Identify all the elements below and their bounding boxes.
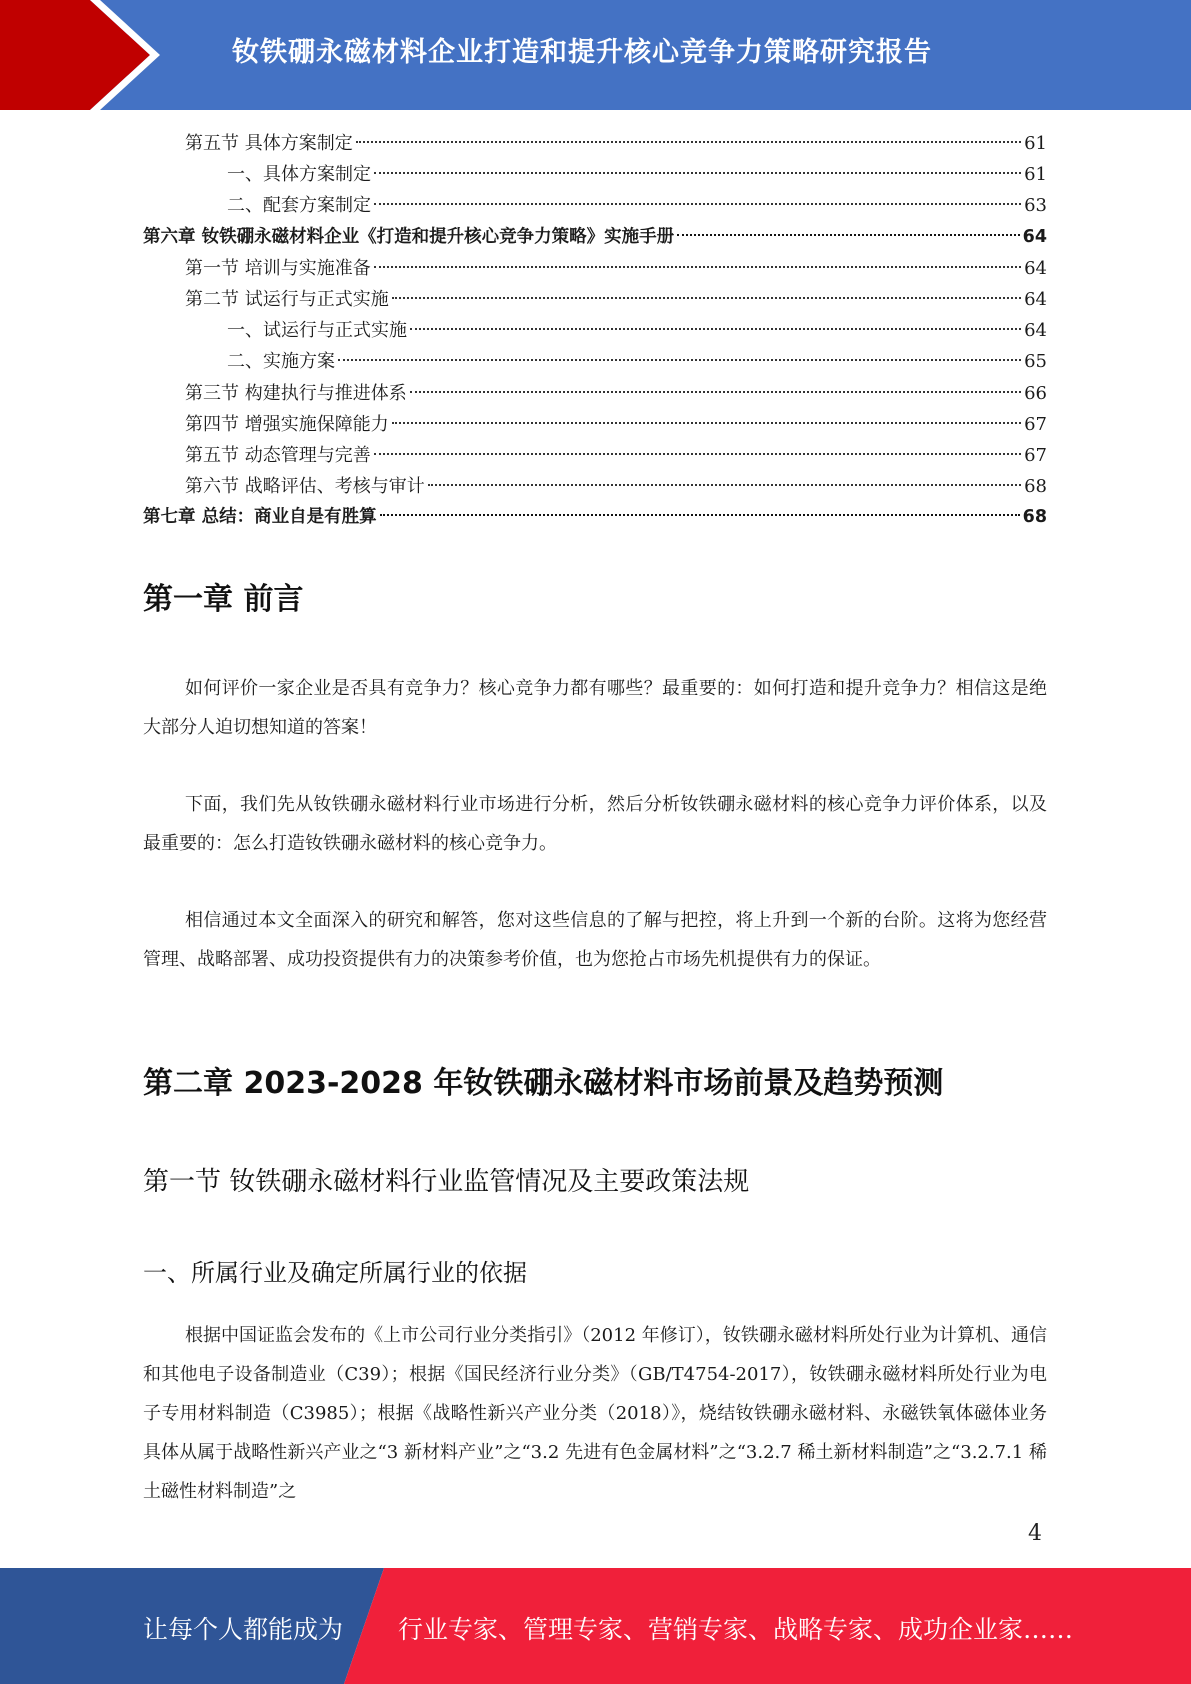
toc-entry-title: 第三节 构建执行与推进体系 <box>185 382 407 404</box>
toc-entry[interactable] <box>143 128 1047 159</box>
toc-entry[interactable] <box>143 409 1047 440</box>
toc-entry-page: 64 <box>1024 288 1047 310</box>
toc-entry-page: 61 <box>1024 164 1047 186</box>
page-header <box>0 0 1191 110</box>
toc-entry-title: 第五节 具体方案制定 <box>185 133 353 154</box>
toc-entry-title: 第四节 增强实施保障能力 <box>185 413 389 435</box>
toc-entry[interactable] <box>143 440 1047 471</box>
chapter-2-paragraph-1: 根据中国证监会发布的《上市公司行业分类指引》（2012 年修订），钕铁硼永磁材料所处行业为计算机、通信和其他电子设备制造业（C39）；根据《国民经济行业分类》（GB/T4754-2017），钕铁硼永磁材料所处行业为电子专用材料制造（C3985）；根据《战略性新兴产业分类（2018）》，烧结钕铁硼永磁材料、永磁铁氧体磁体业务具体从属于战略性新兴产业之“3 新材料产业”之“3.2 先进有色金属材料”之“3.2.7 稀土新材料制造”之“3.2.7.1 稀土磁性材料制造”之 <box>143 1325 1047 1502</box>
toc-entry[interactable] <box>143 190 1047 221</box>
footer-slogan-left: 让每个人都能成为 <box>143 1615 344 1644</box>
toc-entry-page: 64 <box>1022 226 1047 247</box>
toc-entry-title: 二、实施方案 <box>227 351 335 373</box>
toc-entry-page: 61 <box>1024 133 1047 154</box>
toc-entry-title: 第五节 动态管理与完善 <box>185 444 371 466</box>
toc-dot-leader <box>374 203 1021 205</box>
toc-entry-title: 二、配套方案制定 <box>227 195 371 217</box>
toc-dot-leader <box>356 141 1021 143</box>
toc-entry-page: 64 <box>1024 320 1047 342</box>
toc-entry-title: 一、试运行与正式实施 <box>227 320 407 342</box>
toc-entry[interactable] <box>143 346 1047 377</box>
section-1-title: 第一节 钕铁硼永磁材料行业监管情况及主要政策法规 <box>143 1167 750 1197</box>
table-of-contents <box>143 128 1047 533</box>
subsection-1-title: 一、所属行业及确定所属行业的依据 <box>143 1259 527 1287</box>
toc-entry[interactable] <box>143 159 1047 190</box>
toc-dot-leader <box>410 328 1021 330</box>
toc-entry-title: 第二节 试运行与正式实施 <box>185 288 389 310</box>
toc-entry-title: 第六节 战略评估、考核与审计 <box>185 476 425 498</box>
toc-dot-leader <box>392 297 1021 299</box>
toc-entry-page: 66 <box>1024 382 1047 404</box>
chapter-1-paragraph-1: 如何评价一家企业是否具有竞争力？核心竞争力都有哪些？最重要的：如何打造和提升竞争力？相信这是绝大部分人迫切想知道的答案！ <box>143 678 1047 738</box>
toc-entry-page: 68 <box>1022 507 1047 528</box>
toc-dot-leader <box>392 422 1021 424</box>
toc-entry-page: 65 <box>1024 351 1047 373</box>
toc-dot-leader <box>677 234 1020 236</box>
toc-entry[interactable] <box>143 315 1047 346</box>
toc-entry-title: 第六章 钕铁硼永磁材料企业《打造和提升核心竞争力策略》实施手册 <box>143 226 675 247</box>
chapter-2-title: 第二章 2023-2028 年钕铁硼永磁材料市场前景及趋势预测 <box>143 1066 944 1101</box>
toc-dot-leader <box>374 453 1021 455</box>
toc-dot-leader <box>374 266 1021 268</box>
page-number: 4 <box>1028 1521 1042 1546</box>
toc-entry-page: 63 <box>1024 195 1047 217</box>
toc-entry-page: 68 <box>1024 476 1047 498</box>
report-title: 钕铁硼永磁材料企业打造和提升核心竞争力策略研究报告 <box>232 37 932 68</box>
chapter-1-title: 第一章 前言 <box>143 582 304 617</box>
toc-entry[interactable] <box>143 378 1047 409</box>
toc-entry-page: 64 <box>1024 257 1047 279</box>
toc-entry-title: 一、具体方案制定 <box>227 164 371 186</box>
toc-dot-leader <box>374 172 1021 174</box>
toc-entry[interactable] <box>143 284 1047 315</box>
toc-entry[interactable] <box>143 222 1047 253</box>
chapter-1-paragraph-2: 下面，我们先从钕铁硼永磁材料行业市场进行分析，然后分析钕铁硼永磁材料的核心竞争力评价体系，以及最重要的：怎么打造钕铁硼永磁材料的核心竞争力。 <box>143 794 1047 854</box>
toc-dot-leader <box>410 391 1021 393</box>
toc-dot-leader <box>338 359 1021 361</box>
page-footer <box>0 1568 1191 1684</box>
toc-entry-page: 67 <box>1024 413 1047 435</box>
toc-entry-page: 67 <box>1024 444 1047 466</box>
footer-slogan-right: 行业专家、管理专家、营销专家、战略专家、成功企业家…… <box>398 1615 1074 1644</box>
toc-entry-title: 第一节 培训与实施准备 <box>185 257 371 279</box>
toc-entry[interactable] <box>143 502 1047 533</box>
toc-dot-leader <box>428 484 1021 486</box>
toc-dot-leader <box>380 514 1020 516</box>
toc-entry-title: 第七章 总结：商业自是有胜算 <box>143 507 377 528</box>
chapter-1-paragraph-3: 相信通过本文全面深入的研究和解答，您对这些信息的了解与把控，将上升到一个新的台阶。这将为您经营管理、战略部署、成功投资提供有力的决策参考价值，也为您抢占市场先机提供有力的保证。 <box>143 910 1047 970</box>
toc-entry[interactable] <box>143 253 1047 284</box>
toc-entry[interactable] <box>143 471 1047 502</box>
